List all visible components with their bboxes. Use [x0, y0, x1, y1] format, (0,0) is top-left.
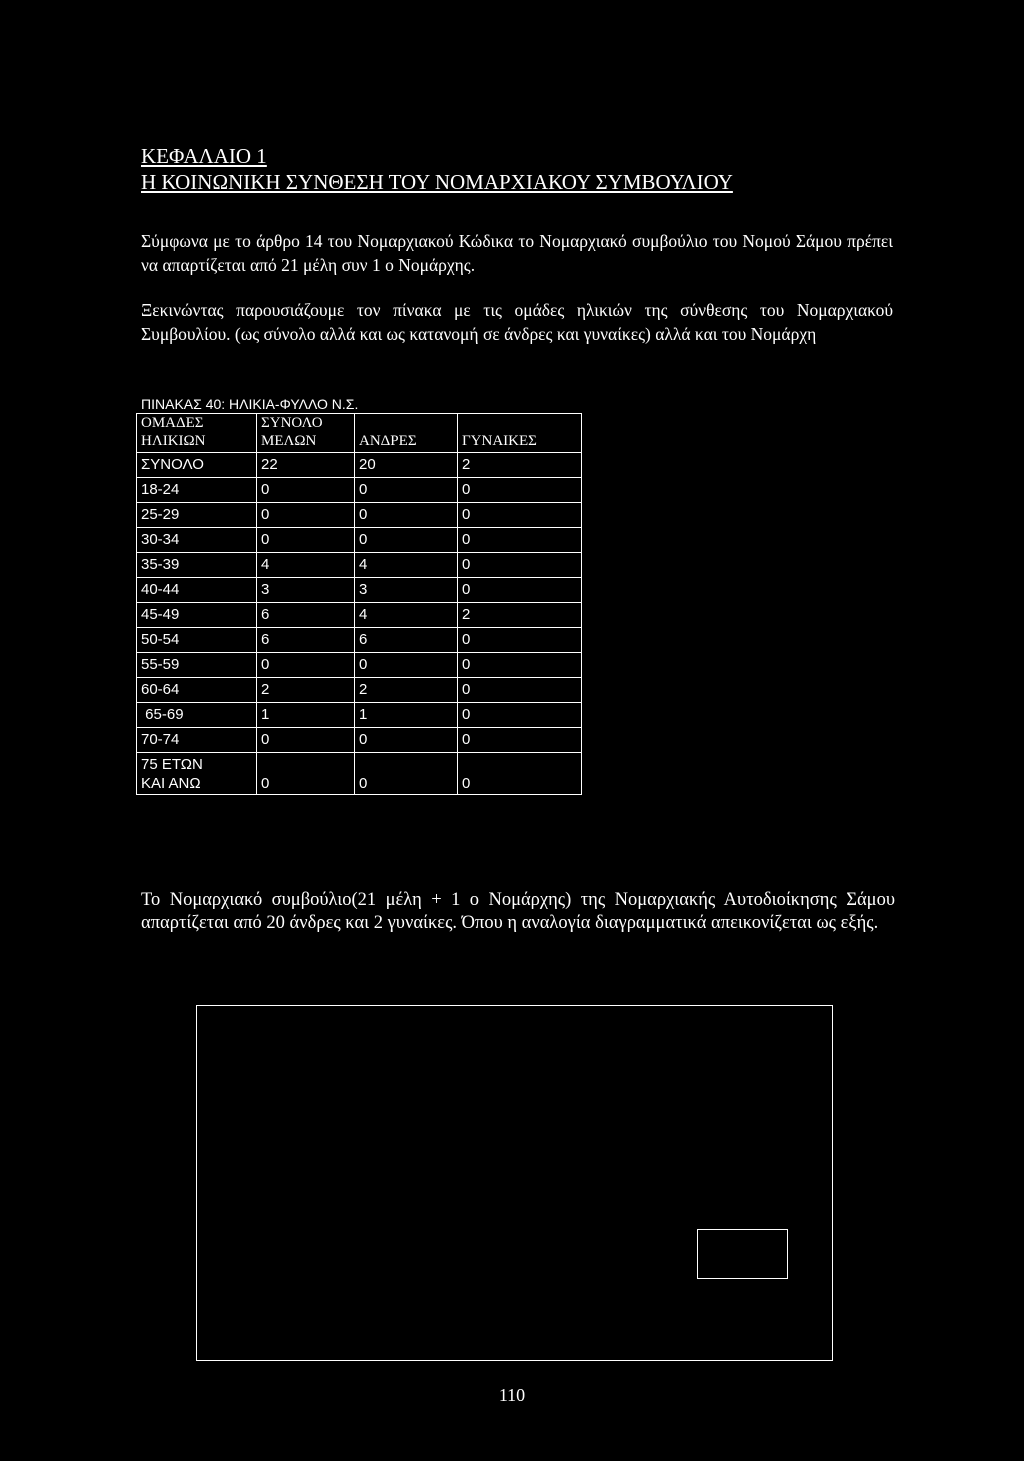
- header-men: ΑΝΔΡΕΣ: [355, 414, 458, 453]
- cell-men: 6: [355, 628, 458, 653]
- cell-men: 0: [355, 503, 458, 528]
- chart-frame: [196, 1005, 833, 1361]
- cell-women: 0: [458, 528, 582, 553]
- chapter-subtitle: Η ΚΟΙΝΩΝΙΚΗ ΣΥΝΘΕΣΗ ΤΟΥ ΝΟΜΑΡΧΙΑΚΟΥ ΣΥΜΒΟΥΛΙΟΥ: [141, 170, 733, 194]
- cell-age-group: 25-29: [137, 503, 257, 528]
- header-age-groups-line2: ΗΛΙΚΙΩΝ: [141, 433, 206, 449]
- cell-age-group-line2: ΚΑΙ ΑΝΩ: [141, 775, 201, 792]
- header-age-groups-line1: ΟΜΑΔΕΣ: [141, 415, 204, 431]
- cell-women: 0: [458, 503, 582, 528]
- cell-age-group: 40-44: [137, 578, 257, 603]
- table-row: [137, 703, 582, 728]
- cell-men: 0: [355, 528, 458, 553]
- cell-women: 0: [458, 753, 582, 795]
- header-total-members: [257, 414, 355, 453]
- header-age-groups: [137, 414, 257, 453]
- cell-men: 20: [355, 453, 458, 478]
- cell-total: 6: [257, 628, 355, 653]
- cell-total: 0: [257, 503, 355, 528]
- cell-men: 4: [355, 603, 458, 628]
- table-row: [137, 753, 582, 795]
- cell-age-group: 55-59: [137, 653, 257, 678]
- cell-age-group: 60-64: [137, 678, 257, 703]
- table-row: [137, 478, 582, 503]
- cell-total: 0: [257, 653, 355, 678]
- cell-age-group: ΣΥΝΟΛΟ: [137, 453, 257, 478]
- table-row: [137, 578, 582, 603]
- header-total-members-line1: ΣΥΝΟΛΟ: [261, 415, 323, 431]
- cell-age-group: 50-54: [137, 628, 257, 653]
- cell-total: 1: [257, 703, 355, 728]
- summary-paragraph: Το Νομαρχιακό συμβούλιο(21 μέλη + 1 ο Νομάρχης) της Νομαρχιακής Αυτοδιοίκησης Σάμου απαρτίζεται από 20 άνδρες και 2 γυναίκες. Όπου η αναλογία διαγραμματικά απεικονίζεται ως εξής.: [141, 890, 895, 933]
- cell-women: 0: [458, 628, 582, 653]
- table-row: [137, 678, 582, 703]
- cell-total: 0: [257, 728, 355, 753]
- cell-men: 3: [355, 578, 458, 603]
- cell-men: 0: [355, 753, 458, 795]
- cell-women: 0: [458, 478, 582, 503]
- cell-age-group: 30-34: [137, 528, 257, 553]
- table-body: [137, 453, 582, 795]
- cell-women: 2: [458, 453, 582, 478]
- cell-age-group: 65-69: [137, 703, 257, 728]
- cell-men: 0: [355, 728, 458, 753]
- cell-women: 0: [458, 728, 582, 753]
- cell-age-group: 45-49: [137, 603, 257, 628]
- table-row: [137, 628, 582, 653]
- cell-total: 4: [257, 553, 355, 578]
- cell-age-group: 18-24: [137, 478, 257, 503]
- table-row: [137, 528, 582, 553]
- cell-women: 2: [458, 603, 582, 628]
- table-row: [137, 653, 582, 678]
- cell-total: 2: [257, 678, 355, 703]
- age-gender-table: [136, 413, 582, 795]
- table-row: [137, 453, 582, 478]
- cell-women: 0: [458, 703, 582, 728]
- cell-men: 4: [355, 553, 458, 578]
- cell-total: 0: [257, 478, 355, 503]
- cell-total: 0: [257, 753, 355, 795]
- table-header-row: [137, 414, 582, 453]
- cell-age-group: 35-39: [137, 553, 257, 578]
- table-row: [137, 603, 582, 628]
- cell-total: 6: [257, 603, 355, 628]
- table-row: [137, 553, 582, 578]
- cell-total: 0: [257, 528, 355, 553]
- table-caption: ΠΙΝΑΚΑΣ 40: ΗΛΙΚΙΑ-ΦΥΛΛΟ Ν.Σ.: [141, 396, 359, 412]
- cell-men: 2: [355, 678, 458, 703]
- table-row: [137, 503, 582, 528]
- cell-women: 0: [458, 653, 582, 678]
- page-number: 110: [498, 1385, 526, 1405]
- cell-men: 0: [355, 653, 458, 678]
- chapter-title: ΚΕΦΑΛΑΙΟ 1: [141, 144, 267, 168]
- cell-men: 1: [355, 703, 458, 728]
- cell-age-group: [137, 753, 257, 795]
- header-women: ΓΥΝΑΙΚΕΣ: [458, 414, 582, 453]
- cell-age-group: 70-74: [137, 728, 257, 753]
- table-row: [137, 728, 582, 753]
- cell-women: 0: [458, 553, 582, 578]
- cell-age-group-line1: 75 ΕΤΩΝ: [141, 756, 203, 773]
- table-intro-paragraph: Ξεκινώντας παρουσιάζουμε τον πίνακα με τις ομάδες ηλικιών της σύνθεσης του Νομαρχιακού Συμβουλίου. (ως σύνολο αλλά και ως κατανομή σε άνδρες και γυναίκες) αλλά και του Νομάρχη: [141, 300, 893, 344]
- header-total-members-line2: ΜΕΛΩΝ: [261, 433, 317, 449]
- legend-box: [697, 1229, 788, 1279]
- cell-women: 0: [458, 578, 582, 603]
- cell-women: 0: [458, 678, 582, 703]
- cell-total: 22: [257, 453, 355, 478]
- cell-men: 0: [355, 478, 458, 503]
- cell-total: 3: [257, 578, 355, 603]
- intro-paragraph: Σύμφωνα με το άρθρο 14 του Νομαρχιακού Κώδικα το Νομαρχιακό συμβούλιο του Νομού Σάμου πρέπει να απαρτίζεται από 21 μέλη συν 1 ο Νομάρχης.: [141, 231, 893, 275]
